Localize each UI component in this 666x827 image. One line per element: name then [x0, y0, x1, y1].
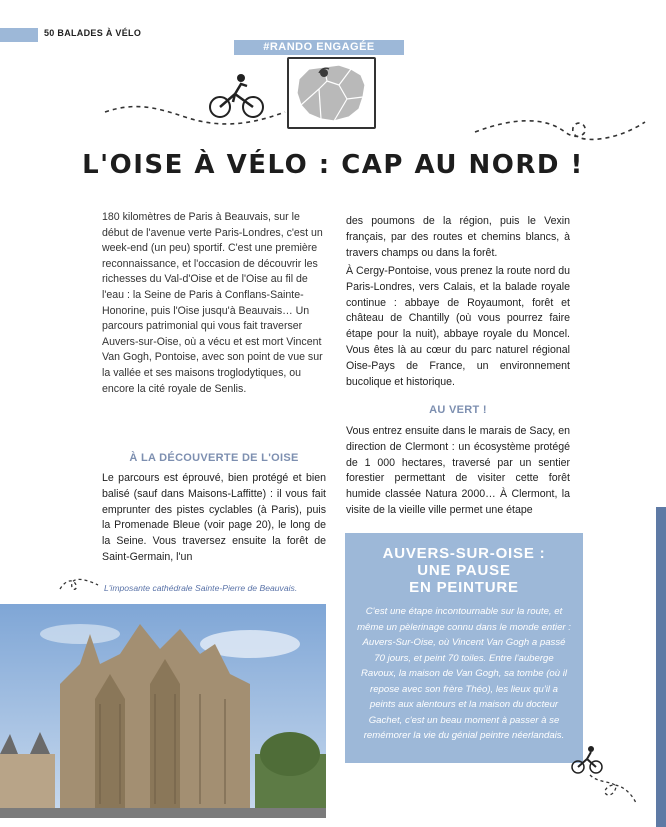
- small-cyclist-icon: [560, 745, 640, 805]
- callout-body: C'est une étape incontournable sur la route, et même un pèlerinage connu dans le monde entier : Auvers-Sur-Oise, où Vincent Van Gogh a passé 70 jours, et peint 70 toiles. Entre l'auberge Ravoux, la maison de Van Gogh, sa tombe (où il repose avec son frère Théo), les lieux qu'il a peints aux alentours et la maison du docteur Gachet, c'est un beau moment à passer à se remémorer la vie du génial peintre néerlandais.: [357, 606, 571, 741]
- intro-paragraph: 180 kilomètres de Paris à Beauvais, sur le début de l'avenue verte Paris-Londres, c'est un week-end (un peu) sportif. C'est une première reconnaissance, et l'occasion de découvrir les richesses du Val-d'Oise et de l'Oise au fil de l'eau : la Seine de Paris à Conflans-Sainte-Honorine, puis l'Oise jusqu'à Beauvais… Un parcours patrimonial qui vous fait traverser Auvers-sur-Oise, où a vécu et est mort Vincent Van Gogh, Pontoise, avec son point de vue sur la vallée et ses maisons troglodytiques, ou encore la cité royale de Senlis.: [102, 211, 323, 395]
- page-edge-strip: [656, 507, 666, 827]
- callout-title-line-1: AUVERS-SUR-OISE :: [382, 545, 546, 562]
- section-heading-decouverte: À LA DÉCOUVERTE DE L'OISE: [129, 452, 299, 464]
- cyclist-path-decoration: [95, 72, 655, 157]
- callout-title: [345, 545, 583, 596]
- running-head: 50 BALADES À VÉLO: [44, 28, 142, 38]
- page-title: L'OISE À VÉLO : CAP AU NORD !: [82, 150, 584, 180]
- cathedral-photo: [0, 604, 326, 818]
- callout-title-line-3: EN PEINTURE: [409, 579, 519, 596]
- callout-title-line-2: UNE PAUSE: [417, 562, 511, 579]
- right-col-paragraph-1: des poumons de la région, puis le Vexin français, par des routes et chemins blancs, à travers champs ou dans la forêt.: [346, 215, 570, 259]
- cyclist-icon: [210, 74, 263, 117]
- section-decouverte-text: Le parcours est éprouvé, bien protégé et bien balisé (sauf dans Maisons-Laffitte) : il vous fait emprunter des pistes cyclables (à Paris), puis la Promenade Bleue (voir page 20), le long de la Seine. Vous traversez ensuite la forêt de Saint-Germain, l'un: [102, 472, 326, 563]
- category-tag: #RANDO ENGAGÉE: [234, 40, 404, 55]
- right-col-paragraph-3: Vous entrez ensuite dans le marais de Sacy, en direction de Clermont : un écosystème protégé de 1 000 hectares, traversé par un sentier forestier permettant de visiter cette forêt humide classée Natura 2000… À Clermont, la visite de la vieille ville permet une étape: [346, 425, 570, 516]
- section-heading-au-vert: AU VERT !: [429, 404, 487, 416]
- caption-swirl-icon: [58, 575, 103, 595]
- right-col-paragraph-2: À Cergy-Pontoise, vous prenez la route nord du Paris-Londres, vers Calais, et la balade royale continue : abbaye de Royaumont, forêt et château de Chantilly (où vous pourrez faire étape pour la nuit), abbaye royale du Moncel. Vous êtes là au cœur du parc naturel régional Oise-Pays de France, un environnement bucolique et historique.: [346, 265, 570, 388]
- photo-caption: L'imposante cathédrale Sainte-Pierre de Beauvais.: [104, 583, 298, 593]
- running-head-tab: [0, 28, 38, 42]
